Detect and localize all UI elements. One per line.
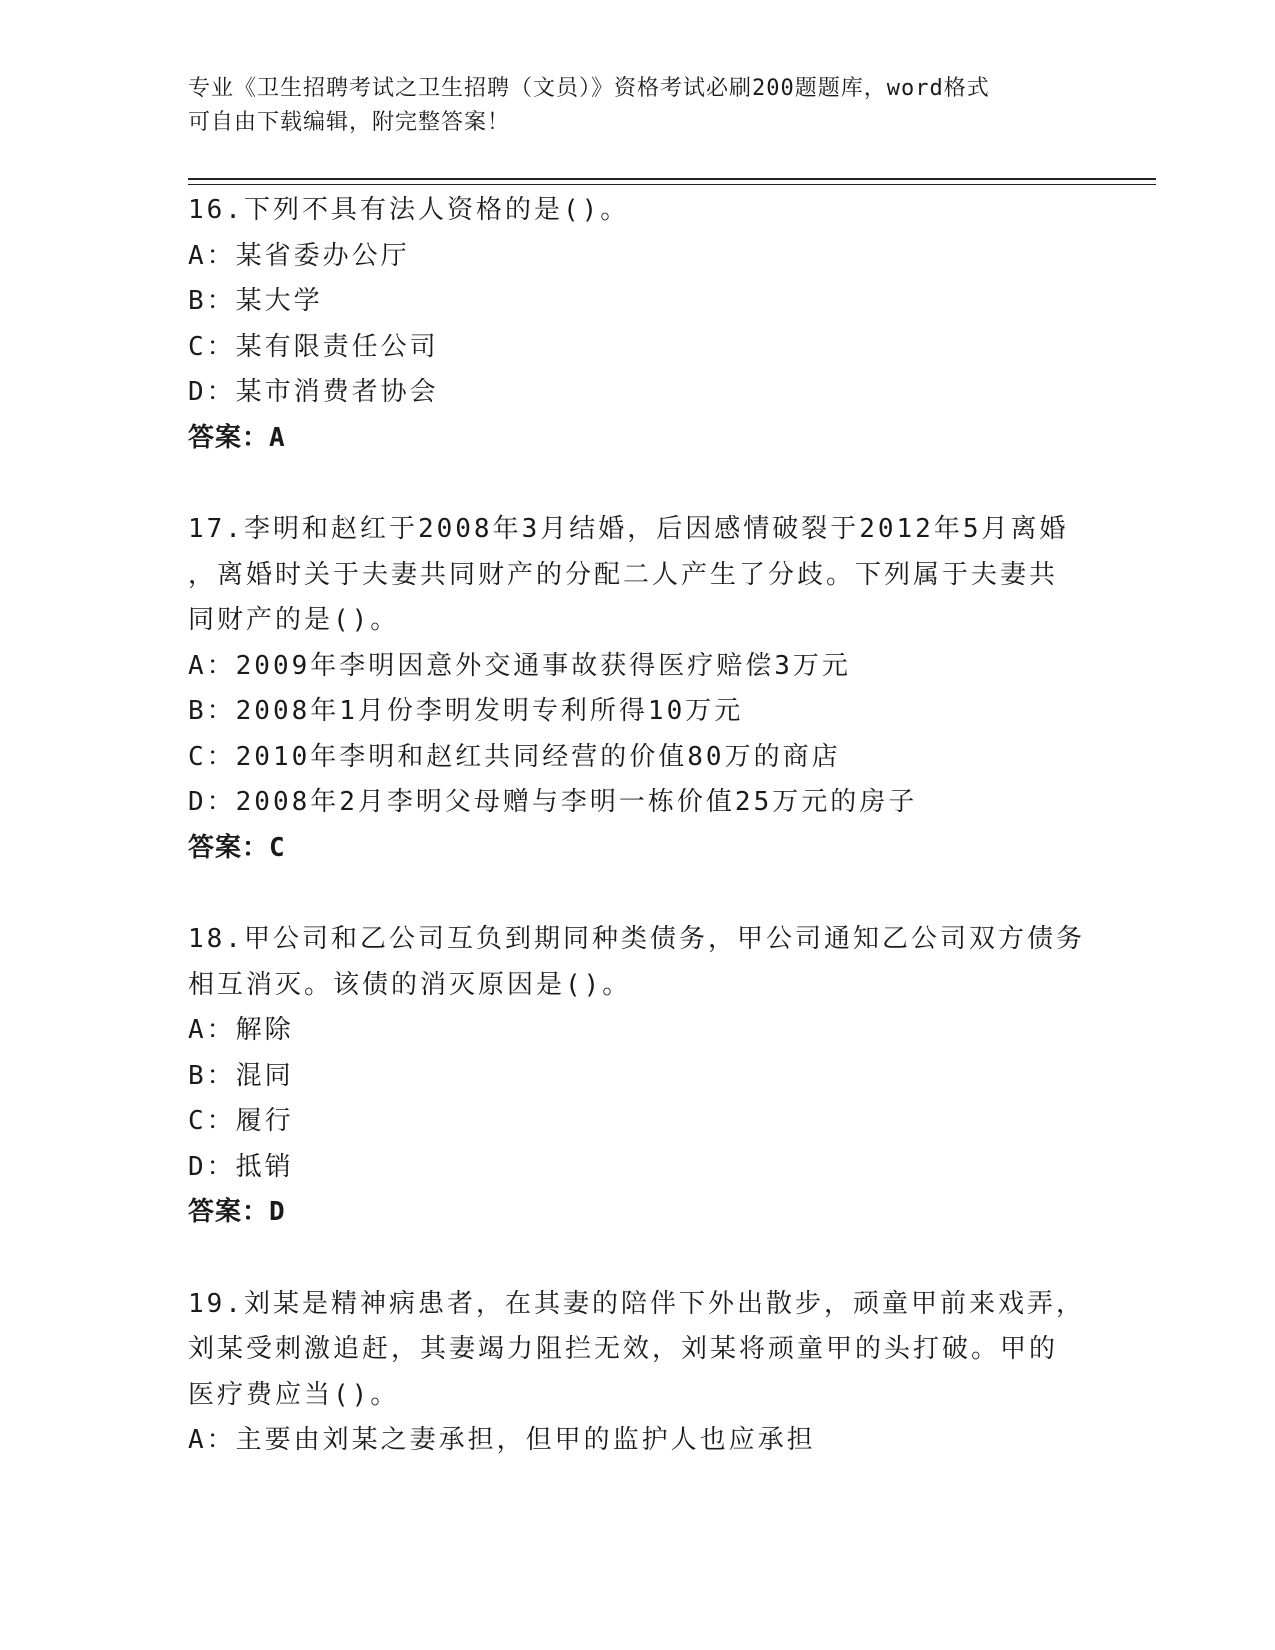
option-b: B：2008年1月份李明发明专利所得10万元 bbox=[188, 696, 744, 726]
question-list bbox=[188, 188, 1088, 1510]
option-c: C：2010年李明和赵红共同经营的价值80万的商店 bbox=[188, 741, 841, 772]
option-d: D：某市消费者协会 bbox=[188, 377, 439, 407]
question-19 bbox=[188, 1282, 1088, 1464]
question-16 bbox=[188, 188, 1088, 461]
header-line-1: 专业《卫生招聘考试之卫生招聘（文员）》资格考试必刷200题题库，word格式 bbox=[188, 76, 990, 101]
answer: 答案：A bbox=[188, 422, 286, 453]
option-d: D：抵销 bbox=[188, 1151, 294, 1182]
question-stem: 相互消灭。该债的消灭原因是()。 bbox=[188, 969, 632, 1000]
document-header bbox=[188, 72, 1088, 140]
question-stem: ，离婚时关于夫妻共同财产的分配二人产生了分歧。下列属于夫妻共 bbox=[188, 559, 1059, 590]
option-c: C：某有限责任公司 bbox=[188, 331, 439, 362]
question-stem: 19.刘某是精神病患者，在其妻的陪伴下外出散步，顽童甲前来戏弄， bbox=[188, 1288, 1085, 1319]
question-stem: 16.下列不具有法人资格的是()。 bbox=[188, 195, 630, 225]
question-stem: 医疗费应当()。 bbox=[188, 1379, 400, 1410]
option-d: D：2008年2月李明父母赠与李明一栋价值25万元的房子 bbox=[188, 787, 918, 817]
option-b: B：混同 bbox=[188, 1060, 294, 1091]
option-a: A：2009年李明因意外交通事故获得医疗赔偿3万元 bbox=[188, 650, 851, 681]
header-rule-thick bbox=[188, 178, 1156, 180]
option-a: A：某省委办公厅 bbox=[188, 240, 410, 271]
option-a: A：解除 bbox=[188, 1015, 294, 1045]
question-stem: 刘某受刺激追赶，其妻竭力阻拦无效，刘某将顽童甲的头打破。甲的 bbox=[188, 1334, 1059, 1364]
option-c: C：履行 bbox=[188, 1106, 294, 1136]
answer: 答案：D bbox=[188, 1197, 286, 1227]
question-stem: 同财产的是()。 bbox=[188, 605, 400, 635]
answer: 答案：C bbox=[188, 832, 286, 863]
option-a: A：主要由刘某之妻承担，但甲的监护人也应承担 bbox=[188, 1425, 816, 1455]
question-stem: 18.甲公司和乙公司互负到期同种类债务，甲公司通知乙公司双方债务 bbox=[188, 924, 1085, 954]
option-b: B：某大学 bbox=[188, 286, 323, 316]
question-18 bbox=[188, 917, 1088, 1236]
header-rule-thin bbox=[188, 184, 1156, 185]
header-line-2: 可自由下载编辑，附完整答案！ bbox=[188, 110, 511, 135]
question-stem: 17.李明和赵红于2008年3月结婚，后因感情破裂于2012年5月离婚 bbox=[188, 514, 1069, 544]
question-17 bbox=[188, 507, 1088, 871]
